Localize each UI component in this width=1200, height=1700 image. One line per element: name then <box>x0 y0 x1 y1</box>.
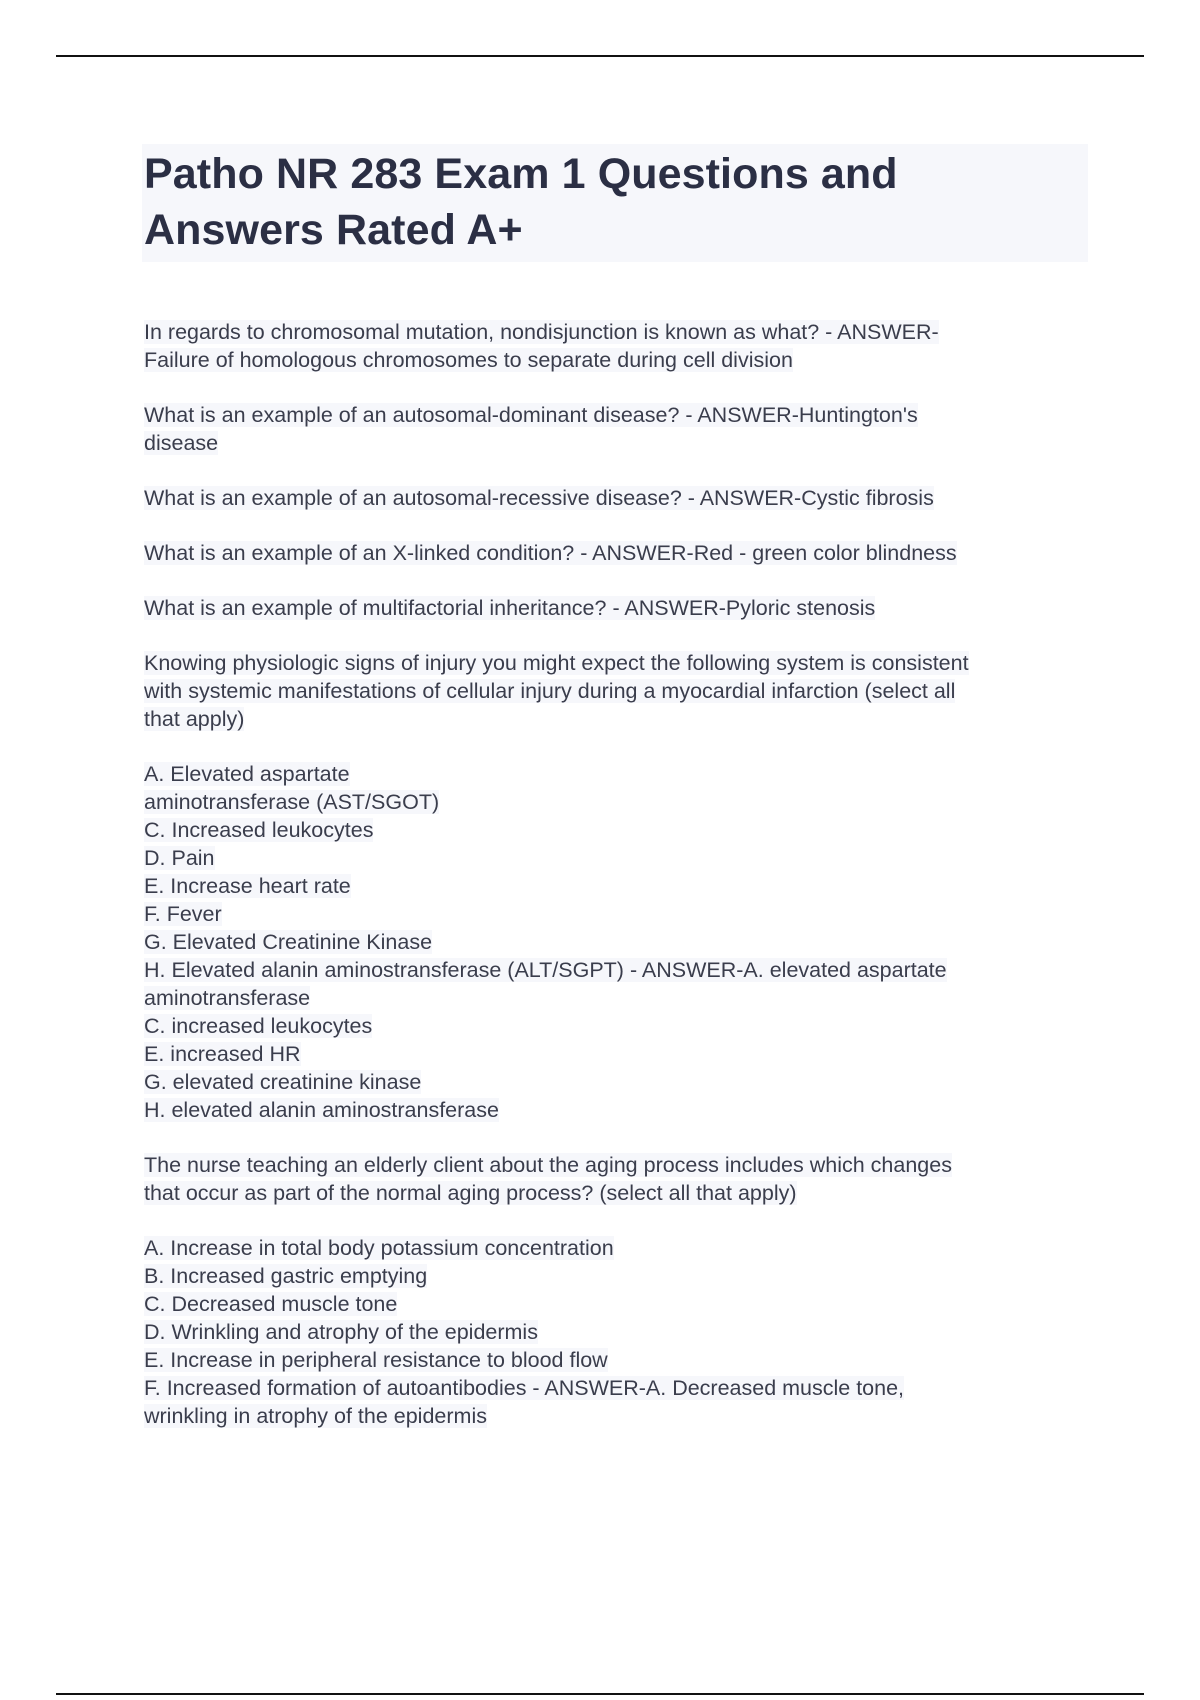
document-title: Patho NR 283 Exam 1 Questions and Answers Rated A+ <box>144 150 898 254</box>
qa-text: What is an example of an autosomal-recessive disease? - ANSWER-Cystic fibrosis <box>144 486 934 510</box>
qa-list <box>144 318 1088 1430</box>
qa-block <box>144 318 1088 374</box>
qa-block <box>144 401 1088 457</box>
qa-block <box>144 649 1088 733</box>
qa-text: What is an example of an autosomal-dominant disease? - ANSWER-Huntington's disease <box>144 403 918 455</box>
document-body <box>144 144 1088 1457</box>
qa-text: What is an example of multifactorial inheritance? - ANSWER-Pyloric stenosis <box>144 596 876 620</box>
qa-text: Knowing physiologic signs of injury you might expect the following system is consistent with systemic manifestations of cellular injury during a myocardial infarction (select all that apply) <box>144 651 969 731</box>
qa-text: In regards to chromosomal mutation, nondisjunction is known as what? - ANSWER- Failure of homologous chromosomes to separate during cell division <box>144 320 939 372</box>
qa-block <box>144 760 1088 1124</box>
qa-block <box>144 484 1088 512</box>
qa-text: What is an example of an X-linked condition? - ANSWER-Red - green color blindness <box>144 541 957 565</box>
qa-block <box>144 1151 1088 1207</box>
qa-text: A. Increase in total body potassium concentration B. Increased gastric emptying C. Decreased muscle tone D. Wrinkling and atrophy of the epidermis E. Increase in peripheral resistance to blood flow F. Increased formation of autoantibodies - ANSWER-A. Decreased muscle tone, wrinkling in atrophy of the epidermis <box>144 1236 905 1428</box>
qa-block <box>144 1234 1088 1430</box>
bottom-rule <box>56 1693 1144 1695</box>
top-rule <box>56 55 1144 57</box>
qa-block <box>144 539 1088 567</box>
title-box <box>142 144 1088 262</box>
qa-text: A. Elevated aspartate aminotransferase (AST/SGOT) C. Increased leukocytes D. Pain E. Increase heart rate F. Fever G. Elevated Creatinine Kinase H. Elevated alanin aminostransferase (ALT/SGPT) - ANSWER-A. elevated aspartate aminotransferase C. increased leukocytes E. increased HR G. elevated creatinine kinase H. elevated alanin aminostransferase <box>144 762 947 1122</box>
qa-block <box>144 594 1088 622</box>
qa-text: The nurse teaching an elderly client about the aging process includes which changes that occur as part of the normal aging process? (select all that apply) <box>144 1153 952 1205</box>
